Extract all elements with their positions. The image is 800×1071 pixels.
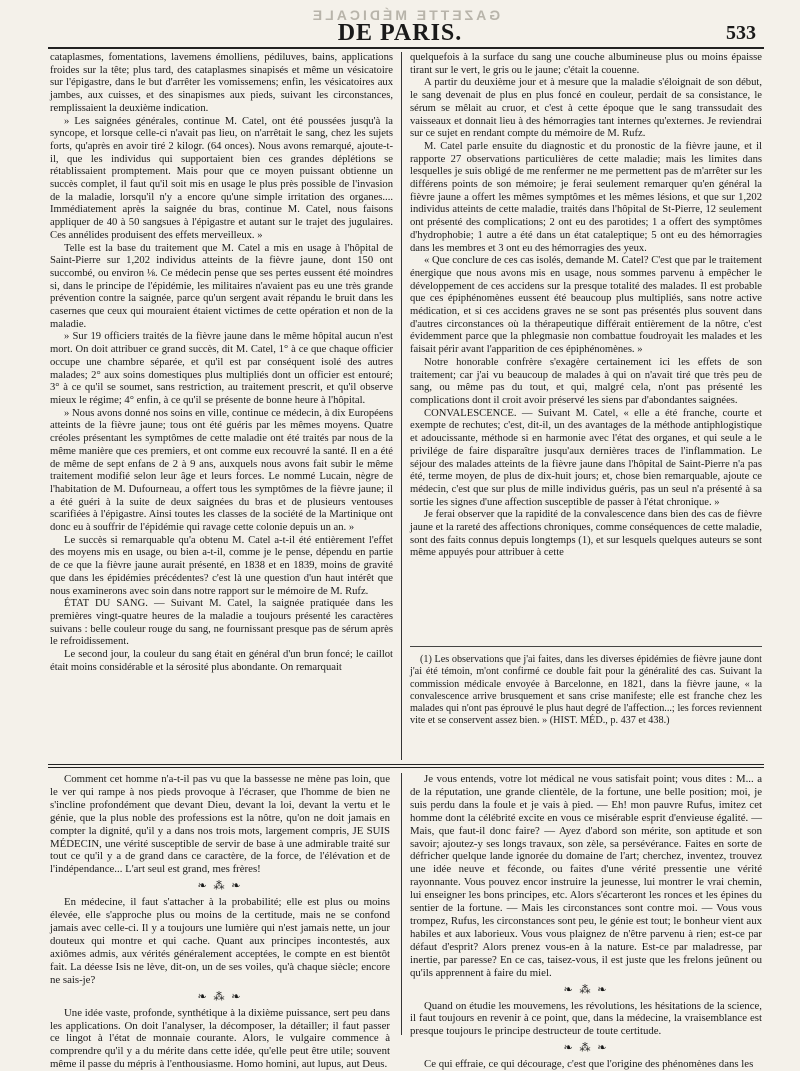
- feuilleton-paragraph: Comment cet homme n'a-t-il pas vu que la bassesse ne mène pas loin, que le ver qui rampe à nos pieds provoque à l'écraser, que l'homme de bien ne s'incline profondément que devant Dieu, devant la loi, devant la vertu et le génie, que la plus noble des professions est la nôtre, qu'on ne doit jamais en compter la dignité, qu'il y a dans nos trois mots, largement compris, JE SUIS MÉDECIN, une vérité susceptible de servir de base à une admirable traité sur tout ce qu'il y a de grand dans ce caractère, de la force, de l'élévation et de l'indépendance... L'art seul est grand, mes frères!: [50, 773, 390, 876]
- paragraph: » Sur 19 officiers traités de la fièvre jaune dans le même hôpital aucun n'est mort. On doit attribuer ce grand succès, dit M. Catel, 1° à ce que chaque officier occupe une chambre séparée, et qu'il est par conséquent isolé des autres malades; 2° aux soins domestiques plus multipliés dont un officier est entouré; 3° à ce qu'il se soumet, sans restriction, au traitement prescrit, et qu'il observe mieux le régime; 4° enfin, à ce qu'il se présente de bonne heure à l'hôpital.: [50, 331, 393, 406]
- paragraph: Telle est la base du traitement que M. Catel a mis en usage à l'hôpital de Saint-Pierre sur 1,202 individus atteints de la fièvre jaune, dont 150 ont succombé, ou environ ⅛. Ce médecin pense que ses pertes eussent été moindres si, dans le principe de l'épidémie, les militaires n'avaient pas eu une très grande prévention contre la saignée, parce qu'un sergent avait répandu le bruit dans les casernes que ceux qui mouraient étaient victimes de cette opération et non de la maladie.: [50, 242, 393, 330]
- paragraph: » Les saignées générales, continue M. Catel, ont été poussées jusqu'à la syncope, et lorsque celle-ci n'avait pas lieu, on n'arrêtait le sang, chez les sujets forts, qu'après en avoir tiré 2 kilogr. (64 onces). Nous avons remarqué, ajoute-t-il, que les individus qui supportaient bien ces grandes déplétions se rétablissaient promptement. Mais pour que ce moyen puissant obtienne un succès complet, il faut qu'il soit mis en usage le plus près possible de l'invasion de la maladie, lorsqu'il n'y a encore qu'une simple irritation des organes.... Immédiatement après la saignée du bras, continue M. Catel, nous faisons appliquer de 40 à 50 sangsues à l'épigastre et autant sur le trajet des jugulaires. Ces annélides produisent des effets merveilleux. »: [50, 115, 393, 241]
- column-divider: [401, 52, 402, 760]
- feuilleton-paragraph: Quand on étudie les mouvemens, les révolutions, les hésitations de la science, il faut toujours en revenir à ce point, que, dans la médecine, la vraisemblance est presque toujours le principe destructeur de toute certitude.: [410, 999, 762, 1038]
- ornament-separator: ❧ ⁂ ❧: [563, 983, 609, 996]
- feuilleton-rule-bottom: [48, 767, 764, 768]
- footnote-text: (1) Les observations que j'ai faites, dans les diverses épidémies de fièvre jaune dont j'ai été témoin, m'ont confirmé ce double fait pour la généralité des cas. Suivant la commission médicale envoyée à Barcelonne, en 1821, dans la fièvre jaune, « la convalescence arrive brusquement et sans crise manifeste; elle est franche chez les malades qui n'ont pas éprouvé le plus haut degré de l'affection...; les forces reviennent vite et se conservent assez bien. » (HIST. MÉD., p. 437 et 438.): [410, 654, 762, 727]
- masthead-title: DE PARIS.: [337, 20, 463, 46]
- feuilleton-paragraph: En médecine, il faut s'attacher à la probabilité; elle est plus ou moins élevée, elle s'approche plus ou moins de la certitude, mais ne se confond jamais avec celle-ci. Il y a toujours une lumière qui n'est jamais nette, un jour douteux qui montre et qui cache. Quant aux principes incontestés, aux axiômes admis, aux vérités généralement acceptées, le compte en est bientôt fait. La déesse Isis ne lève, dit-on, un de ses voiles, qu'à chaque siècle; encore ne sais-je?: [50, 896, 390, 986]
- paragraph: » Nous avons donné nos soins en ville, continue ce médecin, à dix Européens atteints de la fièvre jaune; tous ont été guéris par les mêmes moyens. Quatre créoles présentant les symptômes de cette maladie ont été traités par nous de la même manière que ces premiers, et ont comme eux recouvré la santé. Il en a été de même de sept enfans de 2 à 9 ans, auxquels nous avons fait subir le même traitement modifié selon leur âge et leurs forces. Le nommé Lucain, nègre de l'habitation de M. Dufourneau, a offert tous les symptômes de la fièvre jaune; il a été guéri à la suite de deux saignées du bras et de plusieurs ventouses scarifiées à l'épigastre. Ainsi toutes les classes de la société de la Martinique ont donc eu à souffrir de l'épidémie qui ravage cette colonie depuis un an. »: [50, 407, 393, 534]
- right-column: [410, 52, 762, 640]
- paragraph: Le succès si remarquable qu'a obtenu M. Catel a-t-il été entièrement l'effet des moyens mis en usage, ou bien a-t-il, comme je le pense, dépendu en partie de ce que la fièvre jaune aurait présenté, en 1838 et en 1839, moins de gravité que dans les épidémies précédentes? c'est là une question d'un haut intérêt que nous examinerons avec soin dans notre rapport sur le mémoire de M. Rufz.: [50, 534, 393, 597]
- feuilleton-paragraph: Je vous entends, votre lot médical ne vous satisfait point; vous dites : M... a de la réputation, une grande clientèle, de la fortune, une belle position; moi, je suis perdu dans la foule et je vais à pied. — Eh! mon pauvre Rufus, imitez cet homme dont la célébrité excite en vous ce misérable esprit d'envieuse égalité. — Mais, que faut-il donc faire? — Ayez d'abord son mérite, son aptitude et son savoir; ajoutez-y ses longs travaux, son zèle, sa persévérance. Faites en sorte de défricher quelque lande ignorée du domaine de l'art; cherchez, inventez, trouvez une idée neuve et féconde, ou faites d'une vérité pressentie une vérité rayonnante. Vous pouvez encor instruire la jeunesse, lui montrer le vrai chemin, lui enseigner les bons principes, etc. Alors s'écarteront les ronces et les épines du sentier de la fortune. — Mais les circonstances sont contre moi. — Vous vous trompez, Rufus, les circonstances sont peu, le génie est tout; le bonheur vient aux habiles et aux laborieux. Vous vous plaignez de n'être parvenu à rien; est-ce par défaut d'esprit? Alors prenez vous-en à la nature. Est-ce par maladresse, par inertie, par paresse? En ce cas, taisez-vous, il est juste que les frelons jeûnent ou qu'ils apprennent à faire du miel.: [410, 773, 762, 979]
- feuilleton-right: [410, 773, 762, 1071]
- paragraph: quelquefois à la surface du sang une couche albumineuse plus ou moins épaisse tirant sur le vert, le gris ou le jaune; c'était la couenne.: [410, 52, 762, 76]
- paragraph: « Que conclure de ces cas isolés, demande M. Catel? C'est que par le traitement énergique que nous avons mis en usage, nous sommes parvenu à empêcher le développement de ces accidens sur la presque totalité des malades. Il est probable que ces épiphénomènes eussent été beaucoup plus multipliés, sans notre active médication, et si ces accidens graves ne se sont pas présentés plus souvent dans d'autres circonstances où la thérapeutique différait entièrement de la nôtre, c'est évidemment parce que la phlegmasie non combattue foudroyait les malades et les faisait périr avant l'apparition de ces épiphénomènes. »: [410, 255, 762, 356]
- ornament-separator: ❧ ⁂ ❧: [563, 1042, 609, 1055]
- feuilleton-left: [50, 773, 390, 1071]
- paragraph: A partir du deuxième jour et à mesure que la maladie s'éloignait de son début, le sang devenait de plus en plus foncé en couleur, perdait de sa consistance, le sérum se mêlait au cruor, et c'est à cette époque que le sang transsudait des vaisseaux et donnait lieu à des hémorragies tant internes qu'externes. Je reviendrai sur ce sujet en rendant compte du mémoire de M. Rufz.: [410, 77, 762, 140]
- left-column: [50, 52, 393, 762]
- page-header: [0, 0, 800, 46]
- footnote: [410, 654, 762, 754]
- paragraph: Notre honorable confrère s'exagère certainement ici les effets de son traitement; car j'ai vu beaucoup de malades à qui on n'avait tiré que très peu de sang, ou même pas du tout, et qui, malgré cela, n'ont pas présenté les complications dont il croit avoir préservé les siens par d'abondantes saignées.: [410, 356, 762, 406]
- paragraph: Je ferai observer que la rapidité de la convalescence dans bien des cas de fièvre jaune et la rareté des affections chroniques, comme conséquences de cette maladie, sont des faits connus depuis longtemps (1), et sur lesquels quelques auteurs se sont même appuyés pour attribuer à cette: [410, 509, 762, 559]
- header-rule: [48, 47, 764, 49]
- ornament-separator: ❧ ⁂ ❧: [197, 880, 243, 893]
- paragraph: ÉTAT DU SANG. — Suivant M. Catel, la saignée pratiquée dans les premières vingt-quatre heures de la maladie a toujours présenté les caractères suivans : belle couleur rouge du sang, ne fournissant presque pas de sérum après le refroidissement.: [50, 598, 393, 648]
- feuilleton-rule-top: [48, 764, 764, 765]
- feuilleton-paragraph: Ce qui effraie, ce qui décourage, c'est que l'origine des phénomènes dans les: [424, 1058, 754, 1071]
- ornament-separator: ❧ ⁂ ❧: [197, 990, 243, 1003]
- feuilleton-paragraph: Une idée vaste, profonde, synthétique à la dixième puissance, sert peu dans les applications. On doit l'analyser, la décomposer, la détailler; il faut passer ce lingot à l'état de monnaie courante. Alors, le vulgaire commence à comprendre qu'il y a du mérite dans cette idée, qu'elle peut être utile; souvent même il passe du mépris à l'enthousiasme. Homo homini, aut lupus, aut Deus.: [50, 1006, 390, 1071]
- footnote-rule: [410, 646, 762, 647]
- paragraph: Le second jour, la couleur du sang était en général d'un brun foncé; le caillot était moins considérable et la sérosité plus abondante. On remarquait: [50, 649, 393, 673]
- feuilleton-divider: [401, 773, 402, 1035]
- bleed-through-text: GAZETTE MÉDICALE: [309, 7, 501, 23]
- paragraph: cataplasmes, fomentations, lavemens émolliens, pédiluves, bains, applications froides sur la tête; plus tard, des cataplasmes sinapisés et même un vésicatoire sur l'épigastre, dans le but d'arrêter les vomissemens; enfin, les vésicatoires aux jambes, aux cuisses, et des sinapismes aux pieds, suivant les circonstances, remplissaient la deuxième indication.: [50, 52, 393, 114]
- paragraph: CONVALESCENCE. — Suivant M. Catel, « elle a été franche, courte et exempte de rechutes; c'est, dit-il, un des avantages de la méthode antiphlogistique et adoucissante, méthode si en harmonie avec l'état des organes, et qui seule a le privilége de faire disparaître jusqu'aux dernières traces de l'inflammation. Le séjour des malades atteints de la fièvre jaune dans l'hôpital de Saint-Pierre n'a pas été, terme moyen, de plus de dix-huit jours; et, chose bien remarquable, ajoute ce médecin, c'est que sur plus de mille individus guéris, pas un seul n'a présenté à sa sortie les signes d'une affection susceptible de passer à l'état chronique. »: [410, 407, 762, 508]
- paragraph: M. Catel parle ensuite du diagnostic et du pronostic de la fièvre jaune, et il rapporte 27 observations particulières de cette maladie; mais les limites dans lesquelles je suis obligé de me renfermer ne me permettent pas de m'arrêter sur les différens points de son mémoire; je ferai seulement remarquer qu'en général la fièvre jaune a offert les mêmes symptômes et les mêmes lésions, et que sur 1,202 individus atteints de cette maladie, traités dans l'hôpital de St-Pierre, 12 seulement ont présenté des complications; 2 ont eu des parotides; 1 a offert des symptômes d'hydrophobie; 1 autre a été dans un état cataleptique; 5 ont eu des hémorragies dans les membres et 3 ont eu des hémorragies des yeux.: [410, 140, 762, 254]
- page-number: 533: [726, 22, 756, 44]
